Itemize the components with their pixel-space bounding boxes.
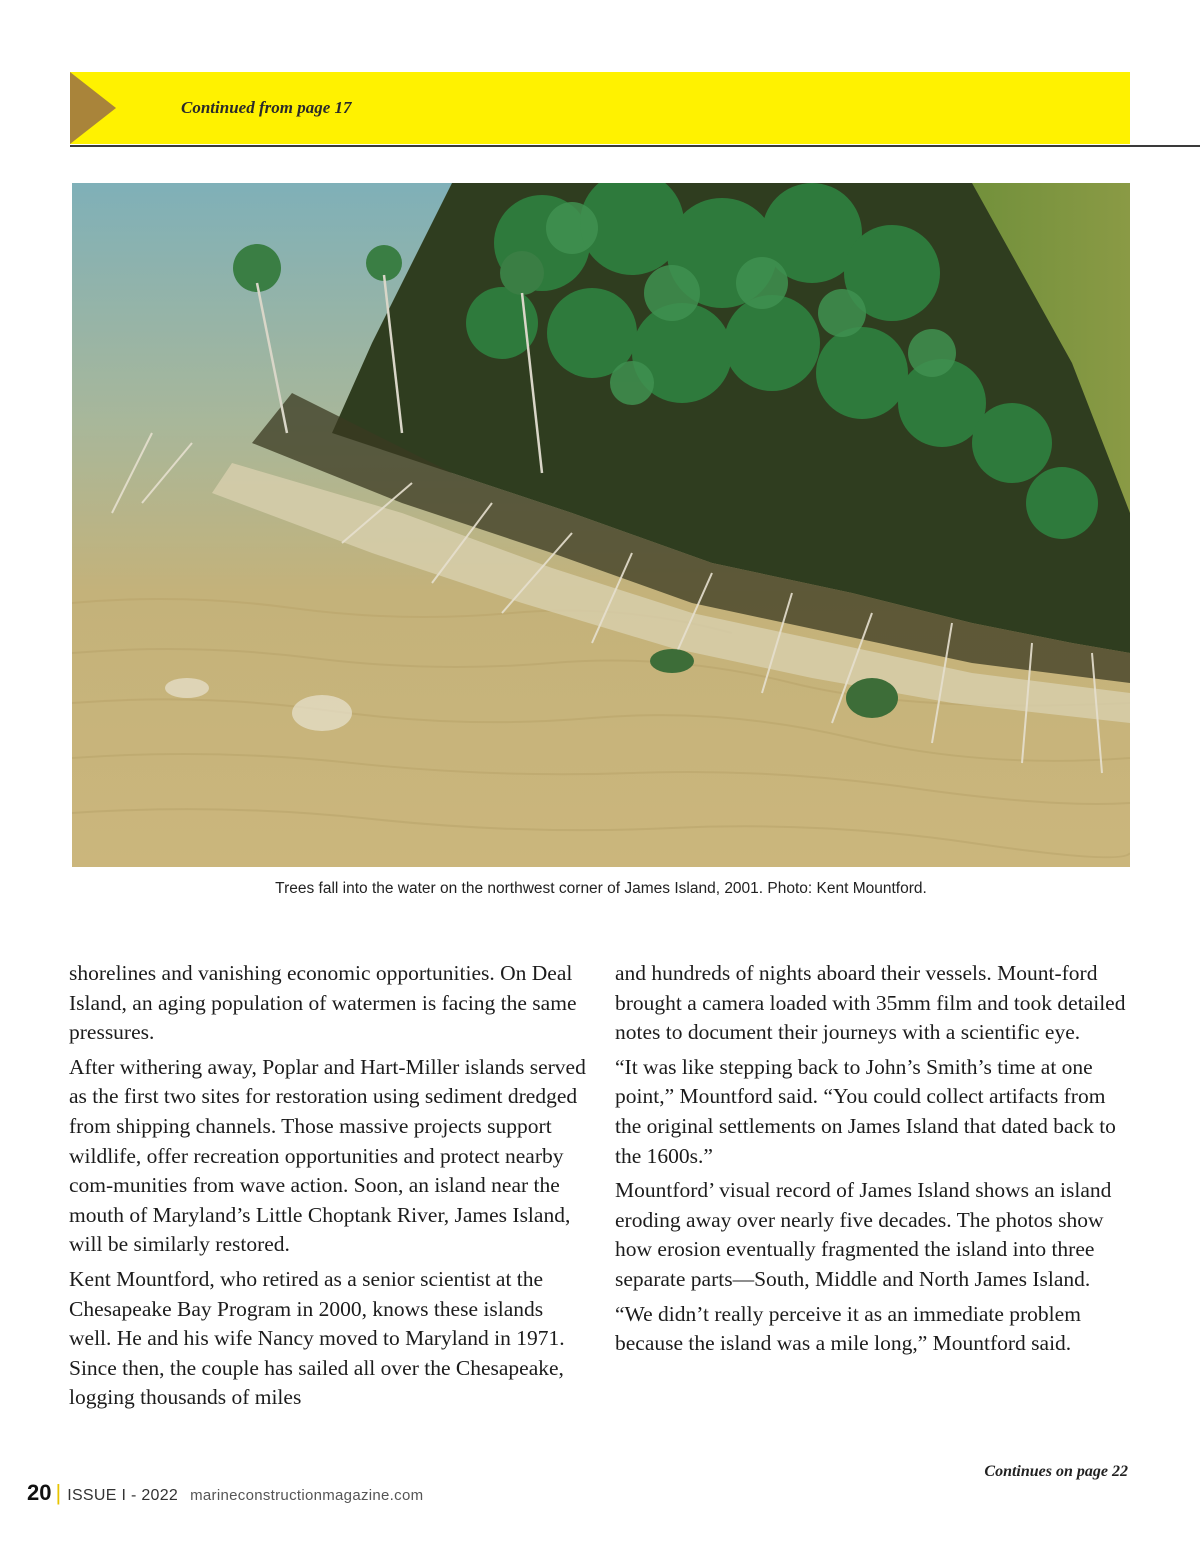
article-left-column: [69, 959, 589, 1418]
photo-caption: Trees fall into the water on the northwest corner of James Island, 2001. Photo: Kent Mountford.: [275, 880, 927, 897]
photo-illustration: [72, 183, 1130, 867]
continues-on-label: Continues on page 22: [984, 1463, 1128, 1480]
paragraph: and hundreds of nights aboard their vessels. Mount-ford brought a camera loaded with 35mm film and took detailed notes to document their journeys with a scientific eye.: [615, 961, 1126, 1045]
paragraph: shorelines and vanishing economic opportunities. On Deal Island, an aging population of watermen is facing the same pressures.: [69, 961, 577, 1045]
footer-separator: |: [55, 1480, 62, 1505]
paragraph: “It was like stepping back to John’s Smith’s time at one point,” Mountford said. “You could collect artifacts from the original settlements on James Island that dated back to the 1600s.”: [615, 1054, 1116, 1168]
continued-from-label: Continued from page 17: [181, 98, 352, 117]
paragraph: Kent Mountford, who retired as a senior scientist at the Chesapeake Bay Program in 2000, knows these islands well. He and his wife Nancy moved to Maryland in 1971. Since then, the couple has sailed all over the Chesapeake, logging thousands of miles: [69, 1266, 565, 1410]
paragraph: “We didn’t really perceive it as an immediate problem because the island was a mile long,” Mountford said.: [615, 1301, 1081, 1356]
page-number: 20: [27, 1480, 52, 1505]
paragraph: After withering away, Poplar and Hart-Miller islands served as the first two sites for restoration using sediment dredged from shipping channels. Those massive projects support wildlife, offer recreation opportunities and protect nearby com-munities from wave action. Soon, an island near the mouth of Maryland’s Little Choptank River, James Island, will be similarly restored.: [69, 1054, 586, 1257]
header-rule: [70, 145, 1200, 147]
issue-label: ISSUE I - 2022: [67, 1487, 179, 1504]
paragraph: Mountford’ visual record of James Island shows an island eroding away over nearly five decades. The photos show how erosion eventually fragmented the island into three separate parts—South, Middle and North James Island.: [615, 1178, 1112, 1291]
aerial-island-photo: [72, 183, 1130, 867]
article-right-column: [615, 959, 1135, 1364]
website-link[interactable]: marineconstructionmagazine.com: [190, 1487, 424, 1504]
page-footer: [27, 1480, 423, 1508]
chevron-right-icon: [70, 72, 116, 144]
